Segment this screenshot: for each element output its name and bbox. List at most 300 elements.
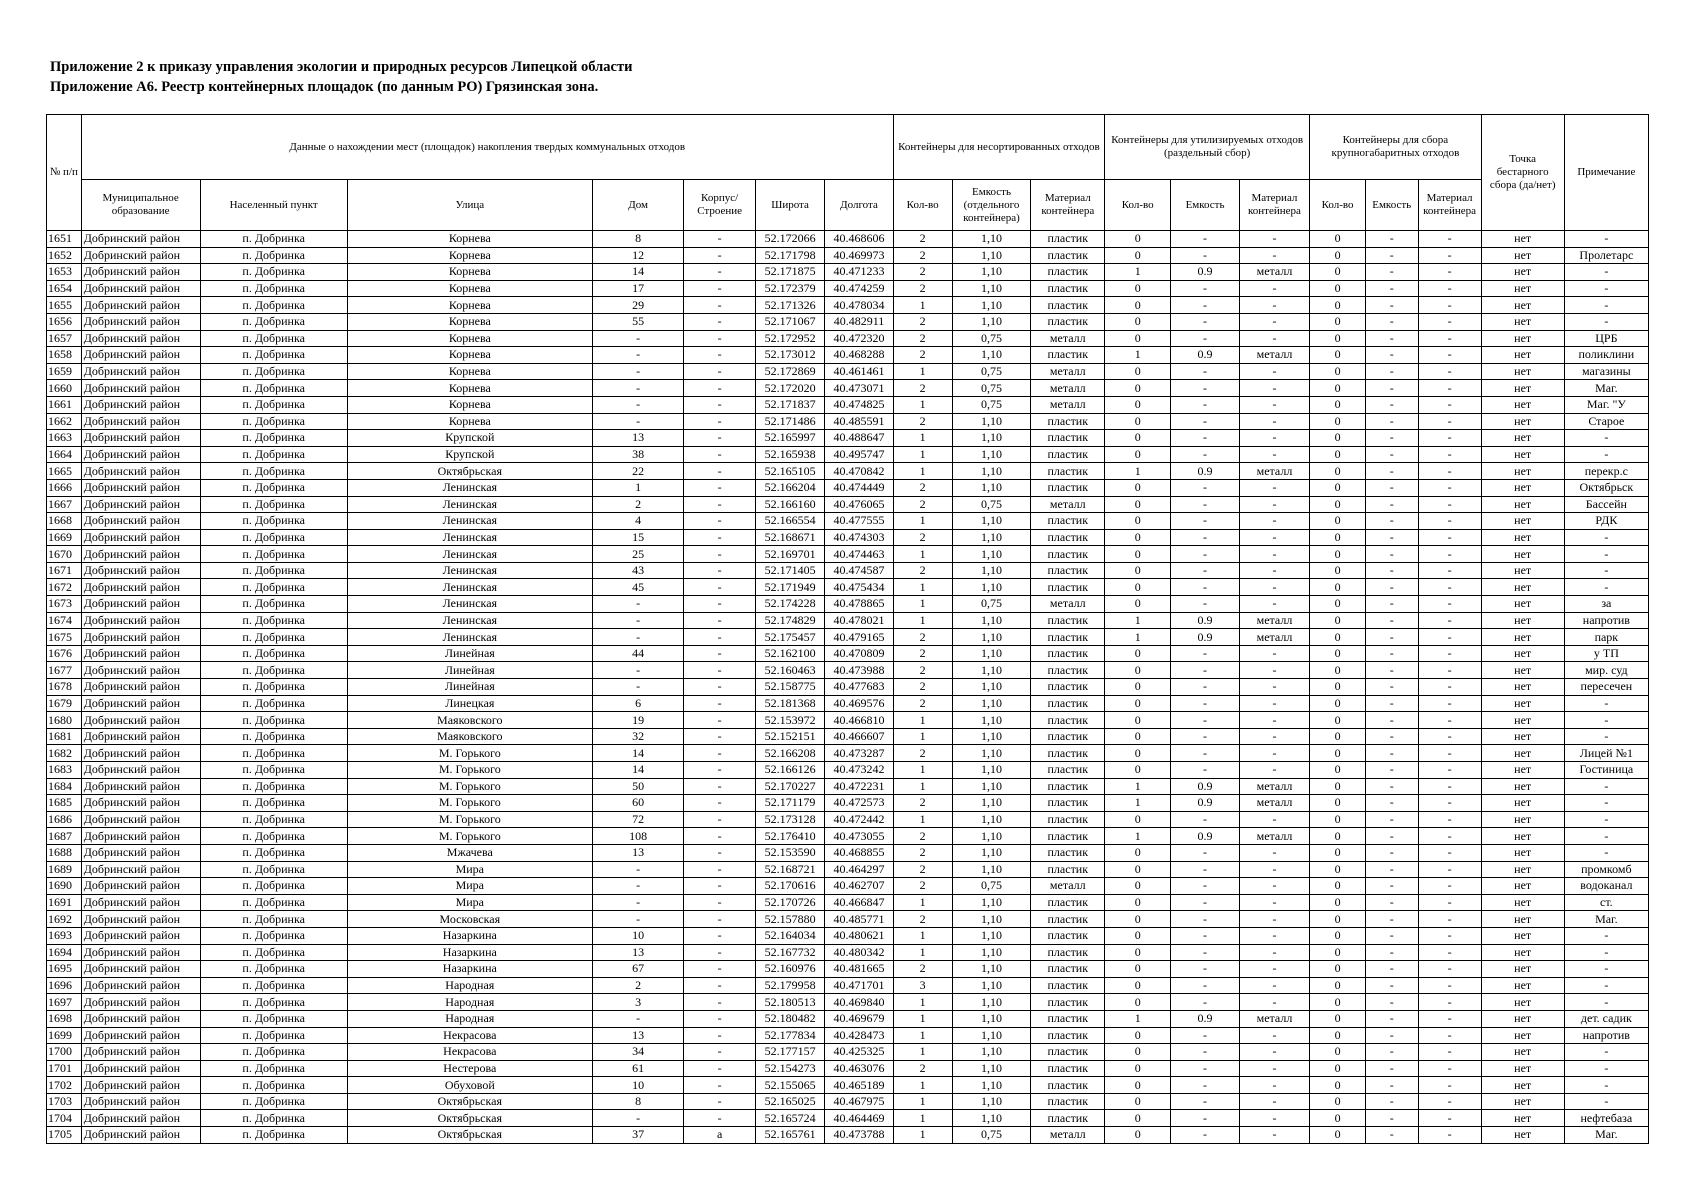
cell-bulky-capacity: - (1365, 728, 1418, 745)
cell-street: Ленинская (347, 596, 592, 613)
cell-note: нефтебаза (1564, 1110, 1648, 1127)
cell-municipality: Добринский район (81, 247, 200, 264)
cell-settlement: п. Добринка (200, 513, 347, 530)
cell-unsorted-capacity: 1,10 (952, 347, 1031, 364)
cell-bulky-capacity: - (1365, 1127, 1418, 1144)
cell-recyclable-material: - (1239, 1044, 1309, 1061)
cell-bulky-material: - (1418, 911, 1481, 928)
cell-bagless: нет (1481, 728, 1564, 745)
cell-bagless: нет (1481, 330, 1564, 347)
cell-recyclable-capacity: - (1171, 1077, 1239, 1094)
cell-house: - (592, 612, 684, 629)
cell-recyclable-qty: 0 (1105, 579, 1171, 596)
table-row (47, 795, 1649, 812)
table-row (47, 911, 1649, 928)
cell-bagless: нет (1481, 463, 1564, 480)
cell-building: - (684, 629, 756, 646)
cell-recyclable-capacity: - (1171, 911, 1239, 928)
cell-settlement: п. Добринка (200, 844, 347, 861)
cell-recyclable-capacity: 0.9 (1171, 629, 1239, 646)
cell-lat: 52.172020 (755, 380, 824, 397)
cell-municipality: Добринский район (81, 811, 200, 828)
cell-note: - (1564, 1060, 1648, 1077)
cell-unsorted-qty: 2 (893, 247, 952, 264)
cell-unsorted-qty: 1 (893, 1093, 952, 1110)
cell-bulky-material: - (1418, 463, 1481, 480)
cell-lat: 52.165105 (755, 463, 824, 480)
cell-note: Пролетарс (1564, 247, 1648, 264)
cell-lat: 52.172869 (755, 363, 824, 380)
cell-house: - (592, 662, 684, 679)
cell-num: 1670 (47, 546, 82, 563)
cell-recyclable-capacity: - (1171, 1060, 1239, 1077)
cell-unsorted-qty: 1 (893, 1127, 952, 1144)
cell-lat: 52.177834 (755, 1027, 824, 1044)
cell-unsorted-capacity: 1,10 (952, 977, 1031, 994)
cell-note: за (1564, 596, 1648, 613)
cell-bagless: нет (1481, 944, 1564, 961)
cell-street: Мира (347, 861, 592, 878)
header-building: Корпус/ Строение (684, 180, 756, 231)
cell-recyclable-qty: 0 (1105, 977, 1171, 994)
cell-settlement: п. Добринка (200, 662, 347, 679)
cell-street: Корнева (347, 330, 592, 347)
cell-settlement: п. Добринка (200, 1093, 347, 1110)
cell-recyclable-qty: 1 (1105, 463, 1171, 480)
cell-recyclable-qty: 0 (1105, 313, 1171, 330)
cell-bulky-qty: 0 (1310, 1044, 1366, 1061)
cell-bulky-material: - (1418, 994, 1481, 1011)
cell-bulky-qty: 0 (1310, 695, 1366, 712)
cell-unsorted-capacity: 0,75 (952, 363, 1031, 380)
cell-recyclable-material: металл (1239, 778, 1309, 795)
table-row (47, 347, 1649, 364)
cell-recyclable-material: - (1239, 396, 1309, 413)
cell-unsorted-material: пластик (1031, 529, 1105, 546)
cell-num: 1651 (47, 231, 82, 248)
cell-lon: 40.473242 (825, 762, 893, 779)
cell-recyclable-qty: 0 (1105, 280, 1171, 297)
cell-street: Назаркина (347, 961, 592, 978)
cell-recyclable-capacity: - (1171, 679, 1239, 696)
cell-unsorted-qty: 1 (893, 612, 952, 629)
cell-recyclable-material: - (1239, 695, 1309, 712)
cell-note: - (1564, 280, 1648, 297)
cell-unsorted-capacity: 1,10 (952, 745, 1031, 762)
cell-unsorted-capacity: 1,10 (952, 994, 1031, 1011)
cell-bagless: нет (1481, 878, 1564, 895)
cell-bagless: нет (1481, 695, 1564, 712)
cell-house: 14 (592, 762, 684, 779)
cell-street: Нестерова (347, 1060, 592, 1077)
cell-settlement: п. Добринка (200, 396, 347, 413)
cell-bulky-qty: 0 (1310, 1060, 1366, 1077)
cell-bulky-qty: 0 (1310, 413, 1366, 430)
cell-house: - (592, 596, 684, 613)
cell-settlement: п. Добринка (200, 795, 347, 812)
cell-unsorted-material: пластик (1031, 280, 1105, 297)
cell-bagless: нет (1481, 844, 1564, 861)
cell-recyclable-material: - (1239, 496, 1309, 513)
cell-lon: 40.466847 (825, 894, 893, 911)
cell-note: - (1564, 579, 1648, 596)
cell-unsorted-material: пластик (1031, 1010, 1105, 1027)
cell-lat: 52.169701 (755, 546, 824, 563)
cell-municipality: Добринский район (81, 313, 200, 330)
cell-bulky-qty: 0 (1310, 762, 1366, 779)
cell-settlement: п. Добринка (200, 479, 347, 496)
cell-unsorted-qty: 1 (893, 1027, 952, 1044)
cell-bagless: нет (1481, 1060, 1564, 1077)
cell-recyclable-material: - (1239, 297, 1309, 314)
cell-recyclable-qty: 0 (1105, 546, 1171, 563)
cell-note: перекр.с (1564, 463, 1648, 480)
cell-municipality: Добринский район (81, 280, 200, 297)
cell-settlement: п. Добринка (200, 413, 347, 430)
table-header (47, 115, 1649, 231)
cell-lon: 40.474825 (825, 396, 893, 413)
cell-lon: 40.466810 (825, 712, 893, 729)
cell-unsorted-material: пластик (1031, 513, 1105, 530)
cell-note: поликлини (1564, 347, 1648, 364)
cell-bulky-material: - (1418, 413, 1481, 430)
header-num: № п/п (47, 115, 82, 231)
cell-unsorted-material: пластик (1031, 247, 1105, 264)
cell-unsorted-capacity: 0,75 (952, 380, 1031, 397)
cell-street: Ленинская (347, 496, 592, 513)
cell-bulky-capacity: - (1365, 363, 1418, 380)
cell-unsorted-capacity: 1,10 (952, 911, 1031, 928)
cell-lat: 52.172066 (755, 231, 824, 248)
cell-building: - (684, 430, 756, 447)
cell-lat: 52.164034 (755, 927, 824, 944)
table-row (47, 363, 1649, 380)
cell-house: 25 (592, 546, 684, 563)
table-row (47, 778, 1649, 795)
cell-settlement: п. Добринка (200, 695, 347, 712)
table-row (47, 762, 1649, 779)
cell-num: 1667 (47, 496, 82, 513)
header-recyclable-material: Материал контейнера (1239, 180, 1309, 231)
cell-recyclable-capacity: - (1171, 479, 1239, 496)
cell-house: - (592, 380, 684, 397)
cell-unsorted-capacity: 0,75 (952, 1127, 1031, 1144)
cell-note: - (1564, 430, 1648, 447)
cell-building: - (684, 728, 756, 745)
cell-bulky-material: - (1418, 844, 1481, 861)
cell-unsorted-material: пластик (1031, 562, 1105, 579)
cell-street: Некрасова (347, 1044, 592, 1061)
cell-building: - (684, 894, 756, 911)
cell-settlement: п. Добринка (200, 762, 347, 779)
cell-bagless: нет (1481, 513, 1564, 530)
cell-unsorted-material: пластик (1031, 795, 1105, 812)
cell-recyclable-capacity: 0.9 (1171, 778, 1239, 795)
cell-unsorted-qty: 1 (893, 927, 952, 944)
cell-recyclable-material: - (1239, 762, 1309, 779)
cell-unsorted-qty: 2 (893, 844, 952, 861)
cell-unsorted-qty: 2 (893, 679, 952, 696)
cell-building: - (684, 363, 756, 380)
cell-settlement: п. Добринка (200, 297, 347, 314)
cell-bulky-capacity: - (1365, 1027, 1418, 1044)
cell-num: 1658 (47, 347, 82, 364)
table-row (47, 861, 1649, 878)
cell-recyclable-qty: 0 (1105, 745, 1171, 762)
cell-recyclable-material: - (1239, 894, 1309, 911)
cell-unsorted-material: пластик (1031, 844, 1105, 861)
cell-unsorted-qty: 1 (893, 463, 952, 480)
cell-settlement: п. Добринка (200, 231, 347, 248)
cell-house: 6 (592, 695, 684, 712)
cell-unsorted-qty: 2 (893, 280, 952, 297)
cell-note: Бассейн (1564, 496, 1648, 513)
cell-lat: 52.166126 (755, 762, 824, 779)
cell-recyclable-material: - (1239, 1077, 1309, 1094)
cell-settlement: п. Добринка (200, 1027, 347, 1044)
cell-recyclable-capacity: 0.9 (1171, 264, 1239, 281)
cell-bulky-capacity: - (1365, 380, 1418, 397)
cell-unsorted-material: пластик (1031, 463, 1105, 480)
cell-municipality: Добринский район (81, 977, 200, 994)
cell-recyclable-capacity: - (1171, 596, 1239, 613)
cell-municipality: Добринский район (81, 1027, 200, 1044)
cell-street: Ленинская (347, 629, 592, 646)
cell-building: - (684, 264, 756, 281)
cell-note: мир. суд (1564, 662, 1648, 679)
cell-bulky-material: - (1418, 745, 1481, 762)
cell-num: 1687 (47, 828, 82, 845)
cell-house: - (592, 396, 684, 413)
table-row (47, 313, 1649, 330)
cell-recyclable-material: - (1239, 562, 1309, 579)
cell-bulky-capacity: - (1365, 1110, 1418, 1127)
header-house: Дом (592, 180, 684, 231)
cell-num: 1694 (47, 944, 82, 961)
cell-bagless: нет (1481, 396, 1564, 413)
cell-note: - (1564, 529, 1648, 546)
cell-unsorted-capacity: 1,10 (952, 778, 1031, 795)
cell-bulky-material: - (1418, 1110, 1481, 1127)
cell-recyclable-capacity: - (1171, 944, 1239, 961)
cell-recyclable-capacity: - (1171, 1127, 1239, 1144)
cell-bulky-qty: 0 (1310, 264, 1366, 281)
cell-street: Народная (347, 994, 592, 1011)
table-row (47, 695, 1649, 712)
cell-street: Линейная (347, 679, 592, 696)
table-row (47, 264, 1649, 281)
cell-recyclable-material: - (1239, 1110, 1309, 1127)
cell-unsorted-qty: 1 (893, 811, 952, 828)
cell-municipality: Добринский район (81, 513, 200, 530)
cell-note: - (1564, 313, 1648, 330)
cell-bagless: нет (1481, 231, 1564, 248)
cell-street: М. Горького (347, 778, 592, 795)
cell-lat: 52.177157 (755, 1044, 824, 1061)
cell-lon: 40.480621 (825, 927, 893, 944)
cell-building: - (684, 396, 756, 413)
cell-recyclable-capacity: - (1171, 231, 1239, 248)
cell-num: 1704 (47, 1110, 82, 1127)
cell-unsorted-qty: 2 (893, 828, 952, 845)
cell-building: - (684, 1010, 756, 1027)
cell-recyclable-material: - (1239, 878, 1309, 895)
cell-bagless: нет (1481, 363, 1564, 380)
cell-unsorted-capacity: 1,10 (952, 695, 1031, 712)
cell-bagless: нет (1481, 961, 1564, 978)
cell-unsorted-qty: 2 (893, 562, 952, 579)
cell-lon: 40.470842 (825, 463, 893, 480)
cell-settlement: п. Добринка (200, 911, 347, 928)
cell-lat: 52.166208 (755, 745, 824, 762)
cell-lon: 40.464469 (825, 1110, 893, 1127)
cell-recyclable-qty: 1 (1105, 778, 1171, 795)
cell-unsorted-capacity: 0,75 (952, 496, 1031, 513)
cell-bulky-capacity: - (1365, 463, 1418, 480)
cell-lat: 52.171837 (755, 396, 824, 413)
cell-bulky-material: - (1418, 313, 1481, 330)
cell-municipality: Добринский район (81, 828, 200, 845)
cell-municipality: Добринский район (81, 1127, 200, 1144)
cell-unsorted-material: пластик (1031, 297, 1105, 314)
cell-bulky-material: - (1418, 347, 1481, 364)
cell-bagless: нет (1481, 1110, 1564, 1127)
cell-building: - (684, 562, 756, 579)
cell-house: 45 (592, 579, 684, 596)
cell-municipality: Добринский район (81, 762, 200, 779)
cell-bulky-capacity: - (1365, 430, 1418, 447)
cell-recyclable-qty: 0 (1105, 562, 1171, 579)
cell-municipality: Добринский район (81, 562, 200, 579)
cell-recyclable-material: - (1239, 977, 1309, 994)
cell-num: 1663 (47, 430, 82, 447)
cell-num: 1675 (47, 629, 82, 646)
cell-num: 1673 (47, 596, 82, 613)
cell-bulky-qty: 0 (1310, 944, 1366, 961)
cell-bulky-material: - (1418, 612, 1481, 629)
header-unsorted-capacity: Емкость (отдельного контейнера) (952, 180, 1031, 231)
cell-lat: 52.173128 (755, 811, 824, 828)
cell-bagless: нет (1481, 546, 1564, 563)
cell-unsorted-capacity: 1,10 (952, 313, 1031, 330)
cell-lon: 40.485771 (825, 911, 893, 928)
cell-bulky-capacity: - (1365, 795, 1418, 812)
cell-house: 67 (592, 961, 684, 978)
cell-bulky-material: - (1418, 695, 1481, 712)
cell-street: Октябрьская (347, 463, 592, 480)
cell-lon: 40.473055 (825, 828, 893, 845)
cell-unsorted-capacity: 1,10 (952, 1044, 1031, 1061)
cell-recyclable-material: - (1239, 596, 1309, 613)
cell-recyclable-qty: 0 (1105, 662, 1171, 679)
cell-bulky-capacity: - (1365, 264, 1418, 281)
cell-recyclable-capacity: - (1171, 579, 1239, 596)
cell-num: 1685 (47, 795, 82, 812)
cell-bulky-capacity: - (1365, 1010, 1418, 1027)
cell-recyclable-capacity: 0.9 (1171, 795, 1239, 812)
cell-unsorted-qty: 2 (893, 911, 952, 928)
cell-bagless: нет (1481, 413, 1564, 430)
cell-municipality: Добринский район (81, 1010, 200, 1027)
cell-bulky-qty: 0 (1310, 894, 1366, 911)
cell-bulky-material: - (1418, 712, 1481, 729)
cell-street: Корнева (347, 380, 592, 397)
cell-note: промкомб (1564, 861, 1648, 878)
cell-note: Октябрьск (1564, 479, 1648, 496)
cell-unsorted-qty: 1 (893, 1077, 952, 1094)
cell-street: Корнева (347, 363, 592, 380)
cell-num: 1656 (47, 313, 82, 330)
cell-unsorted-material: пластик (1031, 546, 1105, 563)
cell-num: 1662 (47, 413, 82, 430)
cell-lon: 40.464297 (825, 861, 893, 878)
cell-house: 14 (592, 264, 684, 281)
cell-bulky-material: - (1418, 496, 1481, 513)
cell-bulky-qty: 0 (1310, 878, 1366, 895)
cell-settlement: п. Добринка (200, 330, 347, 347)
cell-bulky-capacity: - (1365, 629, 1418, 646)
table-row (47, 878, 1649, 895)
cell-lat: 52.171405 (755, 562, 824, 579)
cell-bulky-capacity: - (1365, 645, 1418, 662)
cell-bagless: нет (1481, 911, 1564, 928)
cell-lat: 52.157880 (755, 911, 824, 928)
cell-settlement: п. Добринка (200, 347, 347, 364)
cell-house: 8 (592, 231, 684, 248)
cell-lat: 52.173012 (755, 347, 824, 364)
cell-house: - (592, 1110, 684, 1127)
cell-recyclable-capacity: - (1171, 927, 1239, 944)
cell-recyclable-capacity: - (1171, 280, 1239, 297)
cell-unsorted-capacity: 1,10 (952, 894, 1031, 911)
cell-settlement: п. Добринка (200, 927, 347, 944)
cell-note: Гостиница (1564, 762, 1648, 779)
cell-recyclable-qty: 0 (1105, 728, 1171, 745)
cell-note: - (1564, 1093, 1648, 1110)
table-row (47, 894, 1649, 911)
cell-bulky-material: - (1418, 894, 1481, 911)
cell-street: М. Горького (347, 762, 592, 779)
cell-settlement: п. Добринка (200, 994, 347, 1011)
cell-building: - (684, 529, 756, 546)
cell-lon: 40.478021 (825, 612, 893, 629)
cell-unsorted-capacity: 1,10 (952, 1010, 1031, 1027)
cell-unsorted-capacity: 1,10 (952, 247, 1031, 264)
cell-lon: 40.425325 (825, 1044, 893, 1061)
cell-bulky-qty: 0 (1310, 529, 1366, 546)
table-row (47, 546, 1649, 563)
cell-recyclable-capacity: - (1171, 811, 1239, 828)
cell-municipality: Добринский район (81, 861, 200, 878)
cell-recyclable-qty: 0 (1105, 861, 1171, 878)
cell-recyclable-qty: 0 (1105, 1060, 1171, 1077)
cell-unsorted-qty: 1 (893, 994, 952, 1011)
cell-note: ЦРБ (1564, 330, 1648, 347)
cell-house: 108 (592, 828, 684, 845)
cell-street: Назаркина (347, 927, 592, 944)
cell-recyclable-qty: 0 (1105, 231, 1171, 248)
cell-note: - (1564, 695, 1648, 712)
cell-recyclable-capacity: - (1171, 396, 1239, 413)
cell-recyclable-qty: 0 (1105, 380, 1171, 397)
table-row (47, 529, 1649, 546)
cell-note: - (1564, 778, 1648, 795)
cell-num: 1669 (47, 529, 82, 546)
cell-bulky-material: - (1418, 1027, 1481, 1044)
cell-lat: 52.160463 (755, 662, 824, 679)
cell-bulky-material: - (1418, 1093, 1481, 1110)
cell-unsorted-capacity: 1,10 (952, 662, 1031, 679)
